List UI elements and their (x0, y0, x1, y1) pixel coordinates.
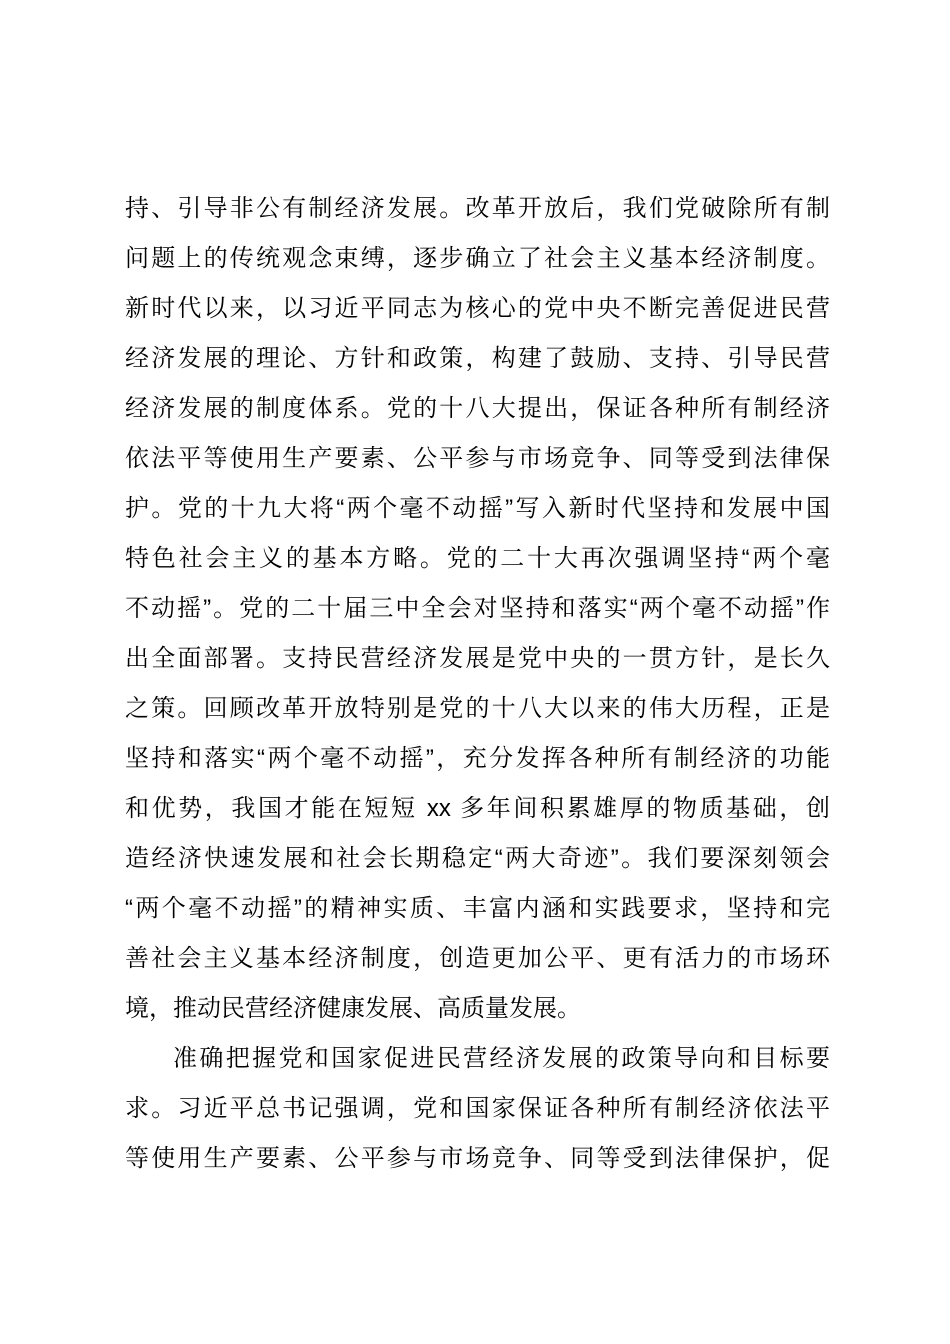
text-line: 之策。回顾改革开放特别是党的十八大以来的伟大历程，正是 (125, 695, 830, 722)
text-line: 护。党的十九大将“两个毫不动摇”写入新时代坚持和发展中国 (125, 495, 830, 522)
text-line: 求。习近平总书记强调，党和国家保证各种所有制经济依法平 (125, 1095, 830, 1122)
text-line: 问题上的传统观念束缚，逐步确立了社会主义基本经济制度。 (125, 245, 830, 272)
text-line: 不动摇”。党的二十届三中全会对坚持和落实“两个毫不动摇”作 (125, 595, 830, 622)
paragraph (125, 184, 830, 1034)
text-line: 准确把握党和国家促进民营经济发展的政策导向和目标要 (173, 1045, 830, 1072)
text-line: 等使用生产要素、公平参与市场竞争、同等受到法律保护，促 (125, 1145, 830, 1172)
text-line: 持、引导非公有制经济发展。改革开放后，我们党破除所有制 (125, 195, 830, 222)
paragraph (125, 1034, 830, 1184)
text-line: 出全面部署。支持民营经济发展是党中央的一贯方针，是长久 (125, 645, 830, 672)
text-line: 经济发展的理论、方针和政策，构建了鼓励、支持、引导民营 (125, 345, 830, 372)
text-line: 坚持和落实“两个毫不动摇”，充分发挥各种所有制经济的功能 (125, 745, 830, 772)
text-line: 造经济快速发展和社会长期稳定“两大奇迹”。我们要深刻领会 (125, 845, 830, 872)
text-line: 特色社会主义的基本方略。党的二十大再次强调坚持“两个毫 (125, 545, 830, 572)
text-line: 依法平等使用生产要素、公平参与市场竞争、同等受到法律保 (125, 445, 830, 472)
text-line: 境，推动民营经济健康发展、高质量发展。 (125, 995, 581, 1022)
text-line: 新时代以来，以习近平同志为核心的党中央不断完善促进民营 (125, 295, 830, 322)
text-line: “两个毫不动摇”的精神实质、丰富内涵和实践要求，坚持和完 (125, 895, 830, 922)
text-line: 经济发展的制度体系。党的十八大提出，保证各种所有制经济 (125, 395, 830, 422)
text-line: 善社会主义基本经济制度，创造更加公平、更有活力的市场环 (125, 945, 830, 972)
document-body (125, 184, 830, 1184)
text-line: 和优势，我国才能在短短 xx 多年间积累雄厚的物质基础，创 (125, 795, 830, 822)
